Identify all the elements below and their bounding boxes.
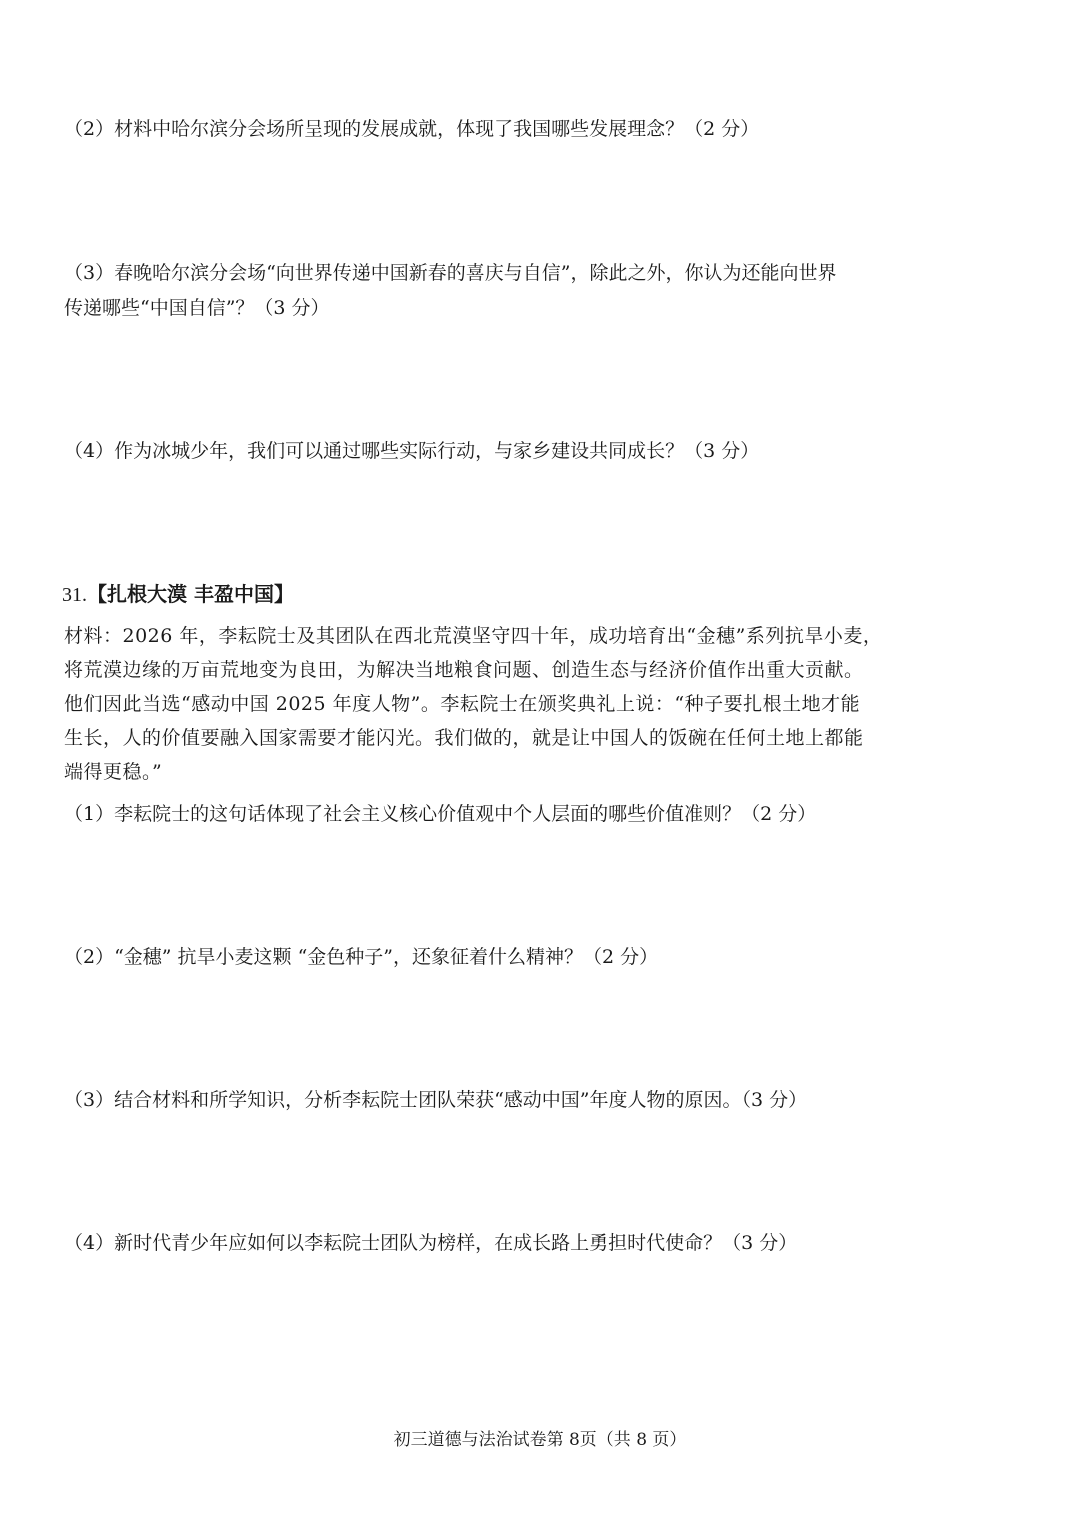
- material-line: 端得更稳。”: [64, 761, 163, 783]
- material-line: 材料：2026 年，李耘院士及其团队在西北荒漠坚守四十年，成功培育出“金穗”系列抗旱小麦，: [64, 625, 883, 647]
- material-line: 生长，人的价值要融入国家需要才能闪光。我们做的，就是让中国人的饭碗在任何土地上都能: [64, 727, 864, 749]
- material-line: 将荒漠边缘的万亩荒地变为良田，为解决当地粮食问题、创造生态与经济价值作出重大贡献。: [64, 659, 864, 681]
- page-footer: 初三道德与法治试卷第 8页（共 8 页）: [393, 1430, 687, 1450]
- question-31-title: [62, 582, 294, 607]
- question-31-sub-3: （3）结合材料和所学知识，分析李耘院士团队荣获“感动中国”年度人物的原因。（3 分）: [64, 1089, 808, 1111]
- question-31-heading: 【扎根大漠 丰盈中国】: [87, 582, 294, 606]
- question-30-sub-3-line-1: （3）春晚哈尔滨分会场“向世界传递中国新春的喜庆与自信”，除此之外，你认为还能向世界: [64, 262, 837, 284]
- question-31-sub-1: （1）李耘院士的这句话体现了社会主义核心价值观中个人层面的哪些价值准则？（2 分）: [64, 803, 817, 825]
- question-30-sub-4: （4）作为冰城少年，我们可以通过哪些实际行动，与家乡建设共同成长？（3 分）: [64, 440, 760, 462]
- question-30-sub-3-line-2: 传递哪些“中国自信”？（3 分）: [64, 297, 330, 319]
- question-30-sub-2: （2）材料中哈尔滨分会场所呈现的发展成就，体现了我国哪些发展理念？（2 分）: [64, 118, 760, 140]
- question-31-sub-4: （4）新时代青少年应如何以李耘院士团队为榜样，在成长路上勇担时代使命？（3 分）: [64, 1232, 798, 1254]
- question-31-number: 31.: [62, 584, 87, 606]
- material-line: 他们因此当选“感动中国 2025 年度人物”。李耘院士在颁奖典礼上说：“种子要扎根土地才能: [64, 693, 861, 715]
- question-31-material: [64, 619, 944, 789]
- question-31-sub-2: （2）“金穗” 抗旱小麦这颗 “金色种子”，还象征着什么精神？（2 分）: [64, 946, 659, 968]
